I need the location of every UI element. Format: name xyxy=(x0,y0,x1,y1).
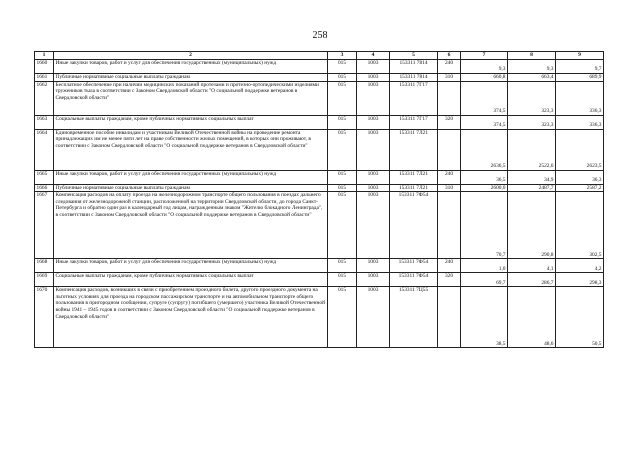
row-description: Бесплатное обеспечение при наличии медицинских показаний протезами и протезно-ортопедическими изделиями тружеников тыла в соответствии с Законом Свердловской области "О социальной поддержке ветеранов в Свердловской области" xyxy=(54,81,328,115)
table-row xyxy=(35,259,604,273)
table-row xyxy=(35,170,604,184)
amount-year-1: 2600,0 xyxy=(461,184,508,192)
expense-type-code: 240 xyxy=(438,170,461,184)
page-number: 258 xyxy=(312,30,328,41)
amount-year-1: 70,7 xyxy=(461,192,508,259)
ministry-code: 015 xyxy=(328,273,357,287)
amount-year-2: 286,7 xyxy=(508,273,556,287)
section-code: 1003 xyxy=(357,74,390,82)
table-row xyxy=(35,81,604,115)
row-description: Иные закупки товаров, работ и услуг для обеспечения государственных (муниципальных) нужд xyxy=(54,60,328,74)
section-code: 1003 xyxy=(357,129,390,170)
amount-year-1: 9,3 xyxy=(461,60,508,74)
amount-year-1: 1,0 xyxy=(461,259,508,273)
table-row xyxy=(35,129,604,170)
table-row xyxy=(35,60,604,74)
row-number: 1666 xyxy=(35,184,54,192)
target-article-code: 153311 7Ф54 xyxy=(390,273,438,287)
row-description: Публичные нормативные социальные выплаты гражданам xyxy=(54,184,328,192)
row-number: 1664 xyxy=(35,129,54,170)
row-description: Публичные нормативные социальные выплаты гражданам xyxy=(54,74,328,82)
row-description: Компенсация расходов, возникших в связи с приобретением проездного билета, другого проездного документа на льготных условиях для проезда на городском пассажирском транспорте и на автомобильном транспорте общего пользования в пригородном сообщении, супруге (супругу) погибшего (умершего) участника Великой Отечественной войны 1941 – 1945 годов в соответствии с Законом Свердловской области "О социальной поддержке ветеранов в Свердловской области" xyxy=(54,287,328,348)
amount-year-2: 48,6 xyxy=(508,287,556,348)
section-code: 1003 xyxy=(357,170,390,184)
table-row xyxy=(35,192,604,259)
column-header: 3 xyxy=(328,52,357,60)
amount-year-1: 36,5 xyxy=(461,170,508,184)
amount-year-1: 374,5 xyxy=(461,115,508,129)
amount-year-3: 298,3 xyxy=(556,273,604,287)
section-code: 1003 xyxy=(357,81,390,115)
row-number: 1662 xyxy=(35,81,54,115)
table-body xyxy=(35,52,604,348)
ministry-code: 015 xyxy=(328,259,357,273)
amount-year-1: 660,8 xyxy=(461,74,508,82)
ministry-code: 015 xyxy=(328,81,357,115)
target-article-code: 153311 7Г17 xyxy=(390,115,438,129)
section-code: 1003 xyxy=(357,273,390,287)
amount-year-3: 689,9 xyxy=(556,74,604,82)
section-code: 1003 xyxy=(357,287,390,348)
ministry-code: 015 xyxy=(328,287,357,348)
amount-year-3: 2623,5 xyxy=(556,129,604,170)
row-description: Иные закупки товаров, работ и услуг для обеспечения государственных (муниципальных) нужд xyxy=(54,170,328,184)
row-description: Социальные выплаты гражданам, кроме публичных нормативных социальных выплат xyxy=(54,273,328,287)
ministry-code: 015 xyxy=(328,60,357,74)
target-article-code: 153311 7814 xyxy=(390,60,438,74)
row-number: 1670 xyxy=(35,287,54,348)
expense-type-code xyxy=(438,81,461,115)
amount-year-1: 38,5 xyxy=(461,287,508,348)
amount-year-3: 9,7 xyxy=(556,60,604,74)
row-number: 1668 xyxy=(35,259,54,273)
expense-type-code xyxy=(438,129,461,170)
table-row xyxy=(35,184,604,192)
table-row xyxy=(35,273,604,287)
expense-type-code: 320 xyxy=(438,273,461,287)
column-header: 7 xyxy=(461,52,508,60)
row-number: 1667 xyxy=(35,192,54,259)
target-article-code: 153311 7Л21 xyxy=(390,129,438,170)
amount-year-2: 4,1 xyxy=(508,259,556,273)
amount-year-3: 336,3 xyxy=(556,115,604,129)
section-code: 1003 xyxy=(357,60,390,74)
amount-year-2: 2522,6 xyxy=(508,129,556,170)
amount-year-2: 2487,7 xyxy=(508,184,556,192)
row-number: 1660 xyxy=(35,60,54,74)
amount-year-1: 69,7 xyxy=(461,273,508,287)
amount-year-2: 663,4 xyxy=(508,74,556,82)
expense-type-code: 310 xyxy=(438,184,461,192)
amount-year-2: 9,3 xyxy=(508,60,556,74)
column-header: 6 xyxy=(438,52,461,60)
amount-year-2: 290,8 xyxy=(508,192,556,259)
ministry-code: 015 xyxy=(328,74,357,82)
amount-year-3: 36,3 xyxy=(556,170,604,184)
target-article-code: 153311 7Г17 xyxy=(390,81,438,115)
target-article-code: 153311 7Л21 xyxy=(390,170,438,184)
expense-type-code: 240 xyxy=(438,259,461,273)
table-row xyxy=(35,287,604,348)
amount-year-3: 336,3 xyxy=(556,81,604,115)
ministry-code: 015 xyxy=(328,129,357,170)
amount-year-3: 302,5 xyxy=(556,192,604,259)
column-header: 1 xyxy=(35,52,54,60)
target-article-code: 153311 7Ц55 xyxy=(390,287,438,348)
target-article-code: 153311 7Л21 xyxy=(390,184,438,192)
section-code: 1003 xyxy=(357,192,390,259)
target-article-code: 153311 7Ф54 xyxy=(390,192,438,259)
expense-type-code: 310 xyxy=(438,74,461,82)
amount-year-2: 323,3 xyxy=(508,81,556,115)
amount-year-2: 323,3 xyxy=(508,115,556,129)
expense-type-code xyxy=(438,287,461,348)
section-code: 1003 xyxy=(357,115,390,129)
row-description: Социальные выплаты гражданам, кроме публичных нормативных социальных выплат xyxy=(54,115,328,129)
column-header: 2 xyxy=(54,52,328,60)
amount-year-3: 50,5 xyxy=(556,287,604,348)
budget-table xyxy=(34,51,604,348)
row-number: 1665 xyxy=(35,170,54,184)
column-header: 9 xyxy=(556,52,604,60)
ministry-code: 015 xyxy=(328,170,357,184)
column-header: 4 xyxy=(357,52,390,60)
amount-year-1: 2636,5 xyxy=(461,129,508,170)
expense-type-code xyxy=(438,192,461,259)
column-header: 8 xyxy=(508,52,556,60)
row-number: 1663 xyxy=(35,115,54,129)
ministry-code: 015 xyxy=(328,184,357,192)
table-row xyxy=(35,115,604,129)
amount-year-2: 34,9 xyxy=(508,170,556,184)
ministry-code: 015 xyxy=(328,115,357,129)
target-article-code: 153311 7Ф54 xyxy=(390,259,438,273)
amount-year-3: 4,2 xyxy=(556,259,604,273)
section-code: 1003 xyxy=(357,259,390,273)
table-row xyxy=(35,74,604,82)
expense-type-code: 320 xyxy=(438,115,461,129)
row-number: 1669 xyxy=(35,273,54,287)
column-header: 5 xyxy=(390,52,438,60)
ministry-code: 015 xyxy=(328,192,357,259)
table-header-row xyxy=(35,52,604,60)
target-article-code: 153311 7814 xyxy=(390,74,438,82)
amount-year-3: 2587,2 xyxy=(556,184,604,192)
row-description: Единовременное пособие инвалидам и участникам Великой Отечественной войны на проведение ремонта принадлежащих им не менее пяти лет на праве собственности жилых помещений, в которых они проживают, в соответствии с Законом Свердловской области "О социальной поддержке ветеранов в Свердловской области" xyxy=(54,129,328,170)
expense-type-code: 240 xyxy=(438,60,461,74)
row-number: 1661 xyxy=(35,74,54,82)
amount-year-1: 374,5 xyxy=(461,81,508,115)
row-description: Компенсация расходов на оплату проезда на железнодорожном транспорте общего пользования в поездах дальнего следования от железнодорожной станции, расположенной на территории Свердловской области, до города Санкт-Петербурга и обратно один раз в календарный год лицам, награжденным знаком "Жителю блокадного Ленинграда", в соответствии с Законом Свердловской области "О социальной поддержке ветеранов в Свердловской области" xyxy=(54,192,328,259)
row-description: Иные закупки товаров, работ и услуг для обеспечения государственных (муниципальных) нужд xyxy=(54,259,328,273)
section-code: 1003 xyxy=(357,184,390,192)
